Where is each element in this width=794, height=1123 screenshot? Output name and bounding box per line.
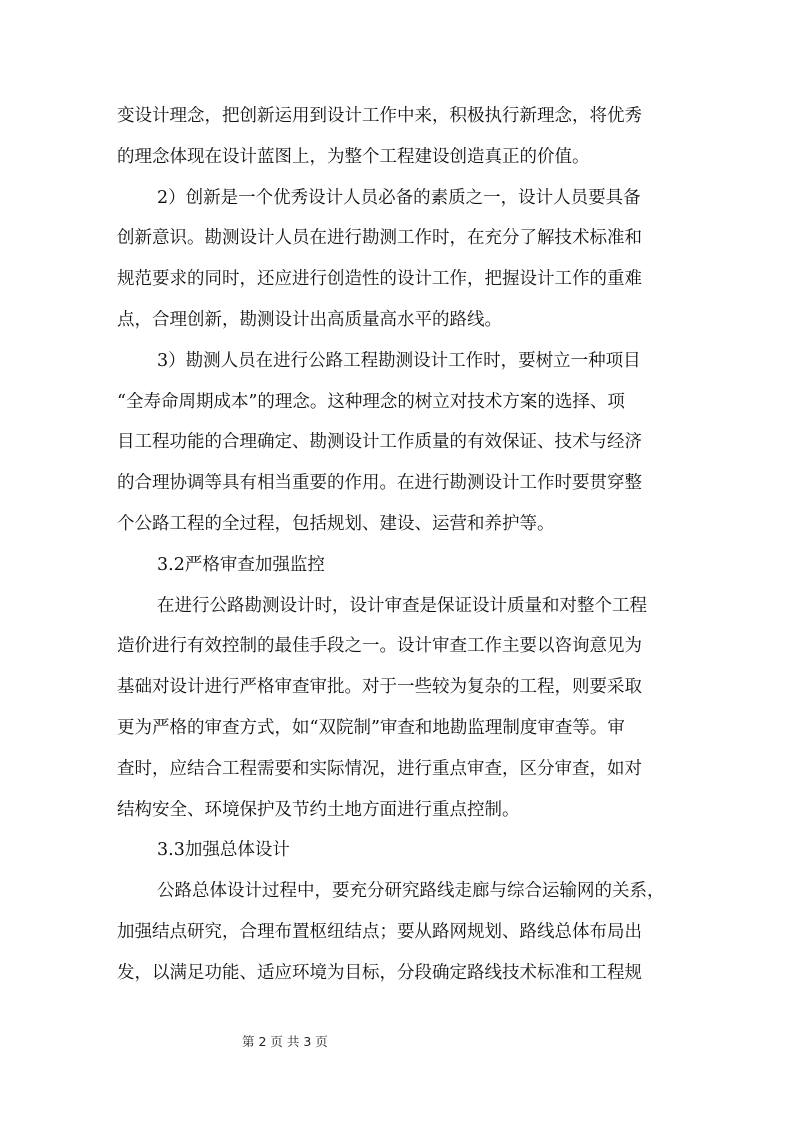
body-text-line: 发，以满足功能、适应环境为目标，分段确定路线技术标准和工程规 bbox=[117, 962, 642, 983]
body-text-line: 结构安全、环境保护及节约土地方面进行重点控制。 bbox=[117, 799, 520, 820]
body-text-line: 在进行公路勘测设计时，设计审查是保证设计质量和对整个工程 bbox=[157, 595, 647, 616]
body-text-line: 点，合理创新，勘测设计出高质量高水平的路线。 bbox=[117, 309, 502, 330]
body-text-line: 2）创新是一个优秀设计人员必备的素质之一，设计人员要具备 bbox=[157, 187, 641, 208]
body-text-line: 基础对设计进行严格审查审批。对于一些较为复杂的工程，则要采取 bbox=[117, 677, 642, 698]
body-text-line: 加强结点研究，合理布置枢纽结点；要从路网规划、路线总体布局出 bbox=[117, 921, 642, 942]
body-text-line: 的合理协调等具有相当重要的作用。在进行勘测设计工作时要贯穿整 bbox=[117, 473, 642, 494]
body-text-line: 更为严格的审查方式，如“双院制”审查和地勘监理制度审查等。审 bbox=[117, 717, 625, 738]
body-text-line: 查时，应结合工程需要和实际情况，进行重点审查，区分审查，如对 bbox=[117, 758, 642, 779]
document-body bbox=[117, 96, 677, 994]
body-text-line: 目工程功能的合理确定、勘测设计工作质量的有效保证、技术与经济 bbox=[117, 432, 642, 453]
body-text-line: 规范要求的同时，还应进行创造性的设计工作，把握设计工作的重难 bbox=[117, 269, 642, 290]
body-text-line: 公路总体设计过程中，要充分研究路线走廊与综合运输网的关系， bbox=[157, 881, 665, 902]
body-text-line: 3）勘测人员在进行公路工程勘测设计工作时，要树立一种项目 bbox=[157, 350, 641, 371]
body-text-line: 个公路工程的全过程，包括规划、建设、运营和养护等。 bbox=[117, 513, 555, 534]
section-heading: 3.2严格审查加强监控 bbox=[157, 554, 325, 575]
body-text-line: 创新意识。勘测设计人员在进行勘测工作时，在充分了解技术标准和 bbox=[117, 228, 642, 249]
page-number-footer: 第 2 页 共 3 页 bbox=[242, 1034, 328, 1049]
body-text-line: 的理念体现在设计蓝图上，为整个工程建设创造真正的价值。 bbox=[117, 146, 590, 167]
body-text-line: “全寿命周期成本”的理念。这种理念的树立对技术方案的选择、项 bbox=[117, 391, 625, 412]
section-heading: 3.3加强总体设计 bbox=[157, 840, 290, 861]
body-text-line: 变设计理念，把创新运用到设计工作中来，积极执行新理念，将优秀 bbox=[117, 106, 642, 126]
body-text-line: 造价进行有效控制的最佳手段之一。设计审查工作主要以咨询意见为 bbox=[117, 636, 642, 657]
